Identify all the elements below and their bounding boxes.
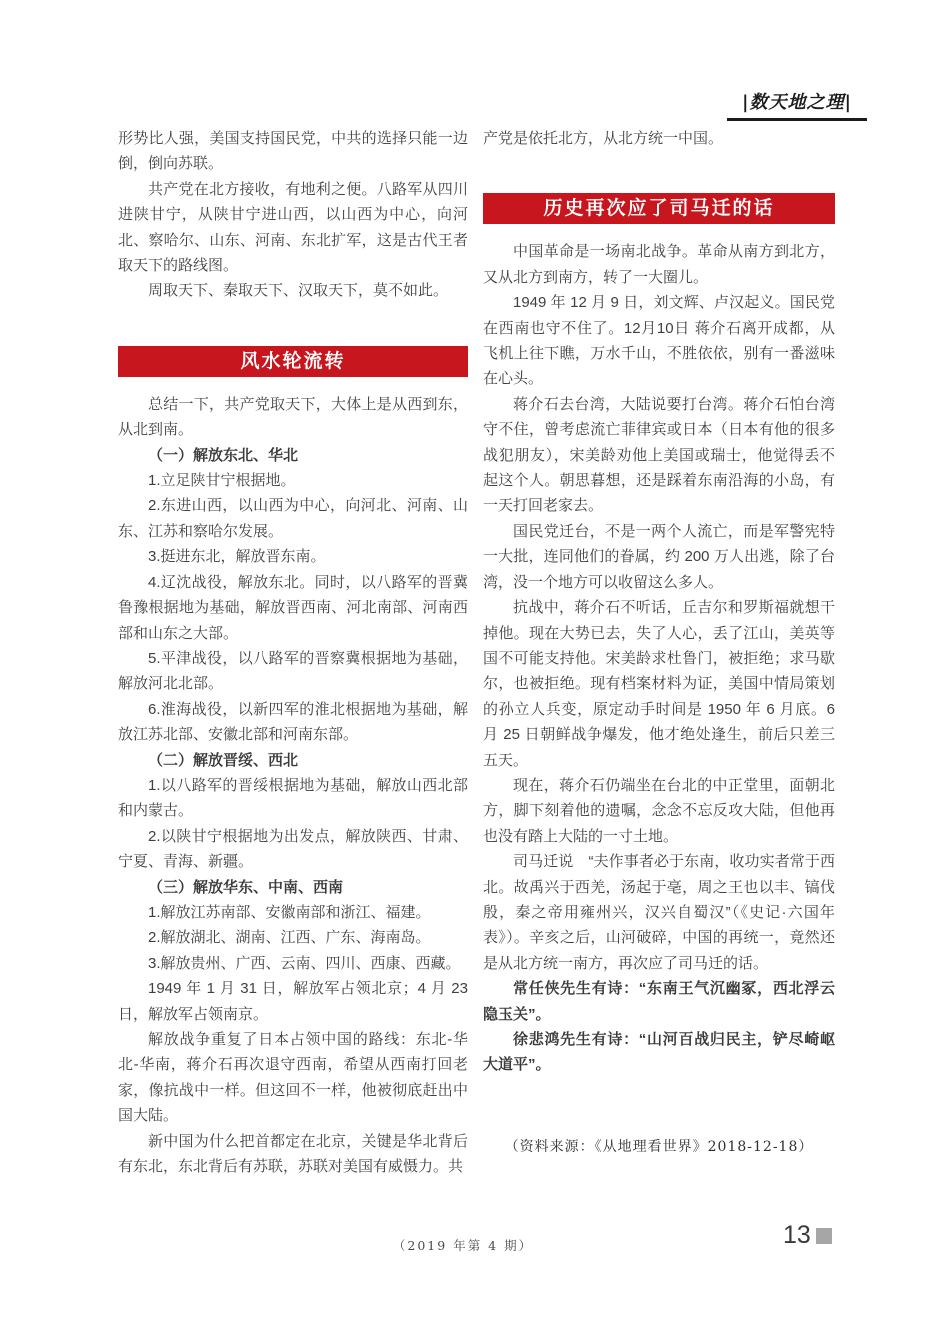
sub-heading: （一）解放东北、华北 [148, 446, 299, 464]
paragraph: 5.平津战役，以八路军的晋察冀根据地为基础，解放河北北部。 [118, 649, 468, 693]
paragraph: 1.立足陕甘宁根据地。 [148, 472, 296, 490]
paragraph: 1949 年 12 月 9 日，刘文辉、卢汉起义。国民党在西南也守不住了。12月10日 蒋介石离开成都，从飞机上往下瞧，万水千山，不胜依依，别有一番滋味在心头。 [483, 294, 835, 388]
page-number-value: 13 [783, 1221, 811, 1249]
sub-heading: （二）解放晋绥、西北 [148, 751, 299, 769]
paragraph: 2.东进山西，以山西为中心，向河北、河南、山东、江苏和察哈尔发展。 [118, 497, 468, 540]
paragraph: 1.解放江苏南部、安徽南部和浙江、福建。 [148, 903, 431, 921]
paragraph: 产党是依托北方，从北方统一中国。 [483, 130, 724, 147]
paragraph: 总结一下，共产党取天下，大体上是从西到东，从北到南。 [118, 395, 468, 439]
paragraph: 1.以八路军的晋绥根据地为基础，解放山西北部和内蒙古。 [118, 776, 468, 820]
source-note: （资料来源：《从地理看世界》2018-12-18） [504, 1138, 814, 1155]
left-column [118, 126, 468, 1179]
paragraph: 新中国为什么把首都定在北京，关键是华北背后有东北，东北背后有苏联，苏联对美国有威慑力。共 [118, 1132, 468, 1176]
page-number [783, 1221, 832, 1250]
section-banner: 风水轮流转 [118, 346, 468, 377]
section-banner: 历史再次应了司马迁的话 [483, 193, 835, 224]
paragraph: 形势比人强，美国支持国民党，中共的选择只能一边倒，倒向苏联。 [118, 130, 468, 173]
paragraph: 4.辽沈战役，解放东北。同时，以八路军的晋冀鲁豫根据地为基础，解放晋西南、河北南部、河南西部和山东之大部。 [118, 573, 468, 642]
paragraph: 解放战争重复了日本占领中国的路线：东北-华北-华南，蒋介石再次退守西南，希望从西南打回老家，像抗战中一样。但这回不一样，他被彻底赶出中国大陆。 [118, 1031, 468, 1125]
paragraph: 2.解放湖北、湖南、江西、广东、海南岛。 [148, 929, 431, 947]
paragraph: 现在，蒋介石仍端坐在台北的中正堂里，面朝北方，脚下刻着他的遗嘱，念念不忘反攻大陆，但他再也没有踏上大陆的一寸土地。 [483, 776, 835, 845]
quote-paragraph: 常任侠先生有诗：“东南王气沉幽冢，西北浮云隐玉关”。 [483, 980, 835, 1023]
paragraph: 1949 年 1 月 31 日，解放军占领北京；4 月 23 日，解放军占领南京。 [118, 980, 468, 1023]
quote-paragraph: 徐悲鸿先生有诗：“山河百战归民主，铲尽崎岖大道平”。 [483, 1031, 835, 1074]
paragraph: 中国革命是一场南北战争。革命从南方到北方，又从北方到南方，转了一大圈儿。 [483, 243, 835, 286]
column-tag: |数天地之理| [727, 88, 867, 121]
paragraph: 司马迁说 “夫作事者必于东南，收功实者常于西北。故禹兴于西羌，汤起于亳，周之王也以丰、镐伐殷，秦之帝用雍州兴，汉兴自蜀汉”（《史记·六国年表》）。辛亥之后，山河破碎，中国的再统一，竟然还是从北方统一南方，再次应了司马迁的话。 [483, 853, 835, 972]
sub-heading: （三）解放华东、中南、西南 [148, 878, 344, 896]
paragraph: 3.挺进东北，解放晋东南。 [148, 548, 326, 566]
right-column [483, 126, 835, 1158]
paragraph: 周取天下、秦取天下、汉取天下，莫不如此。 [148, 282, 449, 300]
paragraph: 共产党在北方接收，有地利之便。八路军从四川进陕甘宁，从陕甘宁进山西，以山西为中心，向河北、察哈尔、山东、河南、东北扩军，这是古代王者取天下的路线图。 [118, 180, 468, 275]
footer-issue: （2019 年第 4 期） [392, 1238, 534, 1253]
page-number-marker [816, 1228, 832, 1244]
paragraph: 6.淮海战役，以新四军的淮北根据地为基础，解放江苏北部、安徽北部和河南东部。 [118, 700, 468, 744]
paragraph: 3.解放贵州、广西、云南、四川、西康、西藏。 [148, 954, 461, 972]
paragraph: 蒋介石去台湾，大陆说要打台湾。蒋介石怕台湾守不住，曾考虑流亡菲律宾或日本（日本有他的很多战犯朋友），宋美龄劝他上美国或瑞士，他觉得丢不起这个人。朝思暮想，还是踩着东南沿海的小岛，有一天打回老家去。 [483, 395, 835, 515]
paragraph: 2.以陕甘宁根据地为出发点，解放陕西、甘肃、宁夏、青海、新疆。 [118, 827, 468, 871]
paragraph: 抗战中，蒋介石不听话，丘吉尔和罗斯福就想干掉他。现在大势已去，失了人心，丢了江山，美英等国不可能支持他。宋美龄求杜鲁门，被拒绝；求马歇尔，也被拒绝。现有档案材料为证，美国中情局策划的孙立人兵变，原定动手时间是 1950 年 6 月底。6 月 25 日朝鲜战争爆发，他才绝处逢生，前后只差三五天。 [483, 599, 835, 769]
paragraph: 国民党迁台，不是一两个人流亡，而是军警宪特一大批，连同他们的眷属，约 200 万人出逃，除了台湾，没一个地方可以收留这么多人。 [483, 522, 835, 591]
